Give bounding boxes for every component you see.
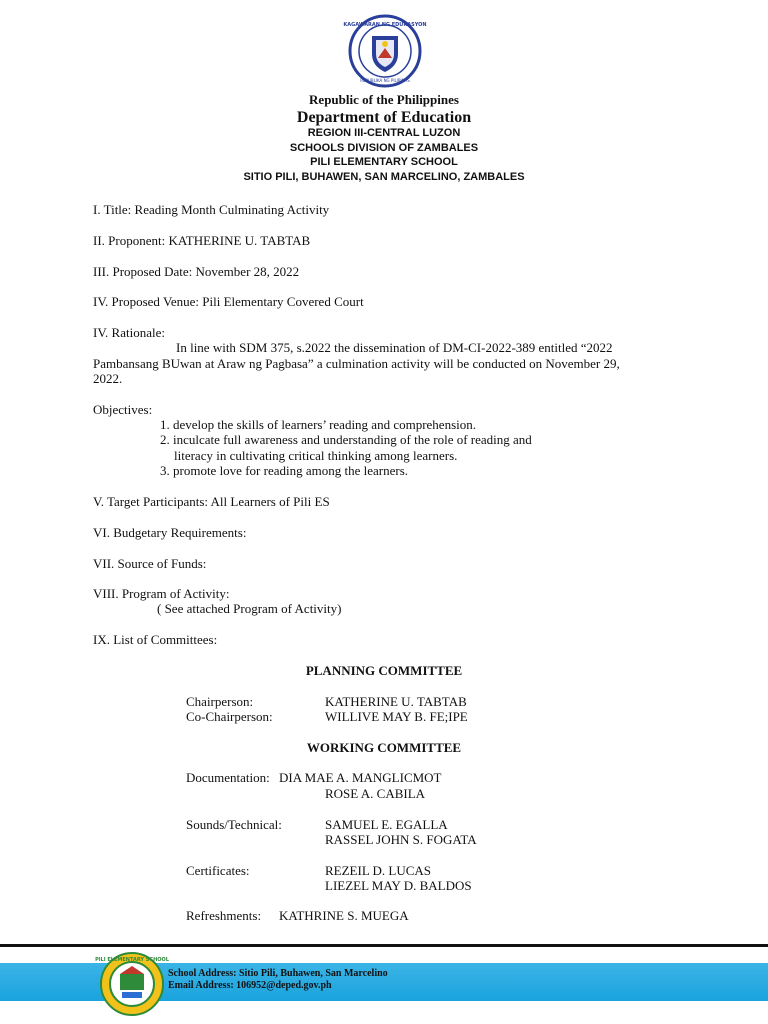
footer-school-address: School Address: Sitio Pili, Buhawen, San Marcelino [168, 968, 388, 979]
objectives-heading: Objectives: [93, 402, 153, 417]
header-address: SITIO PILI, BUHAWEN, SAN MARCELINO, ZAMBALES [243, 171, 525, 183]
school-logo [95, 952, 169, 1016]
svg-text:PILI ELEMENTARY SCHOOL: PILI ELEMENTARY SCHOOL [95, 957, 169, 963]
rationale-line-1: In line with SDM 375, s.2022 the dissemination of DM-CI-2022-389 entitled “2022 [176, 340, 613, 355]
svg-text:REPUBLIKA NG PILIPINAS: REPUBLIKA NG PILIPINAS [360, 78, 410, 83]
program-heading: VIII. Program of Activity: [93, 586, 230, 601]
sounds-name-1: SAMUEL E. EGALLA [325, 817, 448, 832]
program-note: ( See attached Program of Activity) [157, 601, 342, 616]
header-division: SCHOOLS DIVISION OF ZAMBALES [289, 142, 479, 154]
chair-label: Chairperson: [186, 694, 254, 709]
refreshments-name: KATHRINE S. MUEGA [279, 908, 409, 923]
deped-seal [343, 14, 427, 88]
title-line: I. Title: Reading Month Culminating Activity [93, 202, 330, 217]
certificates-name-2: LIEZEL MAY D. BALDOS [325, 878, 472, 893]
rationale-line-3: 2022. [93, 371, 123, 386]
deped-seal-graphic [343, 14, 427, 88]
objective-2a: 2. inculcate full awareness and understanding of the role of reading and [160, 432, 532, 447]
objective-3: 3. promote love for reading among the learners. [160, 463, 408, 478]
refreshments-label: Refreshments: [186, 908, 262, 923]
budget-line: VI. Budgetary Requirements: [93, 525, 247, 540]
working-committee-heading: WORKING COMMITTEE [306, 740, 462, 755]
cochair-label: Co-Chairperson: [186, 709, 273, 724]
school-logo-graphic [95, 952, 169, 1016]
header-republic: Republic of the Philippines [309, 92, 459, 107]
planning-committee-heading: PLANNING COMMITTEE [305, 663, 463, 678]
proponent-line: II. Proponent: KATHERINE U. TABTAB [93, 233, 311, 248]
header-school: PILI ELEMENTARY SCHOOL [310, 156, 458, 168]
svg-text:KAGAWARAN NG EDUKASYON: KAGAWARAN NG EDUKASYON [343, 22, 427, 28]
objective-2b: literacy in cultivating critical thinking among learners. [174, 448, 458, 463]
chair-name: KATHERINE U. TABTAB [325, 694, 467, 709]
header-department: Department of Education [296, 109, 472, 126]
documentation-name-2: ROSE A. CABILA [325, 786, 426, 801]
documentation-name-1: DIA MAE A. MANGLICMOT [279, 770, 442, 785]
date-line: III. Proposed Date: November 28, 2022 [93, 264, 300, 279]
certificates-name-1: REZEIL D. LUCAS [325, 863, 432, 878]
footer-email: Email Address: 106952@deped.gov.ph [168, 980, 332, 991]
sounds-label: Sounds/Technical: [186, 817, 282, 832]
sounds-name-2: RASSEL JOHN S. FOGATA [325, 832, 477, 847]
certificates-label: Certificates: [186, 863, 250, 878]
rationale-line-2: Pambansang BUwan at Araw ng Pagbasa” a culmination activity will be conducted on November 29, [93, 356, 620, 371]
footer-divider [0, 944, 768, 947]
cochair-name: WILLIVE MAY B. FE;IPE [325, 709, 468, 724]
funds-line: VII. Source of Funds: [93, 556, 207, 571]
header-region: REGION III-CENTRAL LUZON [307, 127, 461, 139]
committees-heading: IX. List of Committees: [93, 632, 218, 647]
documentation-label: Documentation: [186, 770, 270, 785]
venue-line: IV. Proposed Venue: Pili Elementary Covered Court [93, 294, 364, 309]
rationale-heading: IV. Rationale: [93, 325, 165, 340]
objective-1: 1. develop the skills of learners’ reading and comprehension. [160, 417, 476, 432]
target-line: V. Target Participants: All Learners of Pili ES [93, 494, 330, 509]
